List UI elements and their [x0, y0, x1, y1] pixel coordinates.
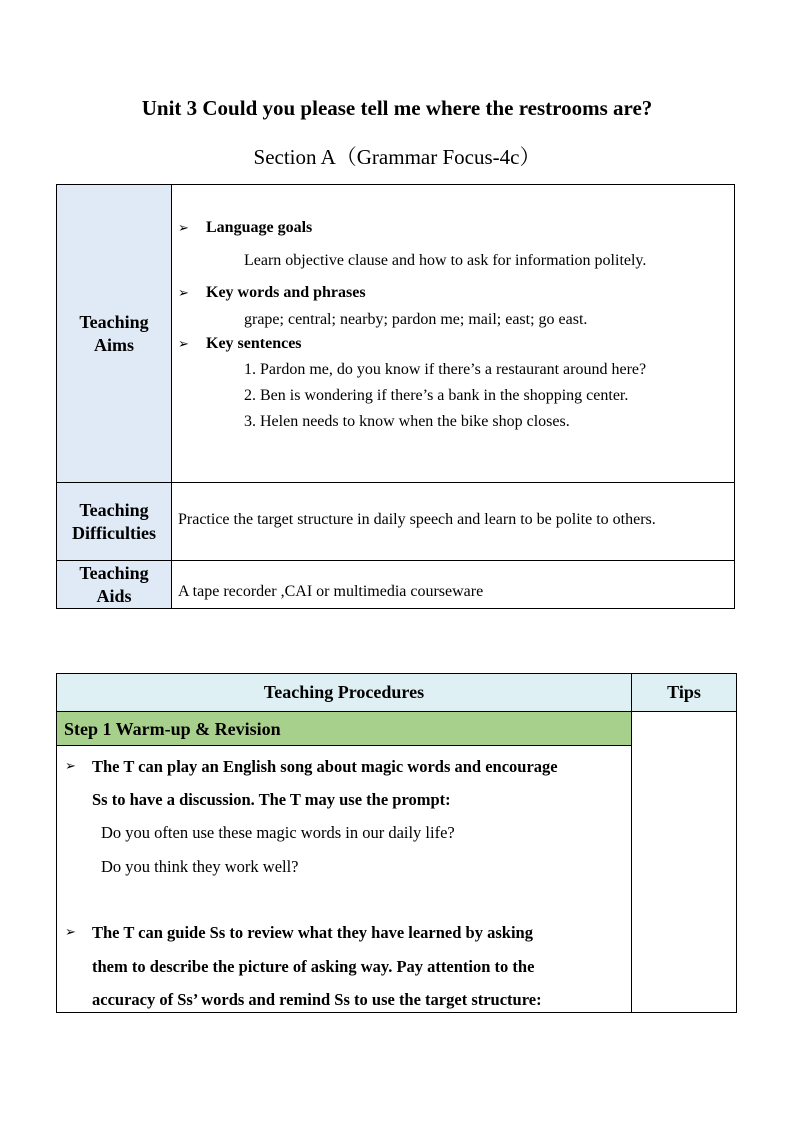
aids-text: A tape recorder ,CAI or multimedia courseware	[178, 583, 484, 600]
difficulties-text: Practice the target structure in daily speech and learn to be polite to others.	[178, 511, 656, 528]
key-sentence-1: 1. Pardon me, do you know if there’s a restaurant around here?	[244, 361, 647, 378]
document-subtitle: Section A（Grammar Focus-4c）	[253, 145, 541, 169]
step1-title: Step 1 Warm-up & Revision	[57, 712, 631, 746]
teaching-aids-content	[172, 561, 734, 608]
item2-line3: accuracy of Ss’ words and remind Ss to use the target structure:	[92, 990, 542, 1009]
aims-label-line2: Aims	[93, 334, 134, 355]
key-words-bullet	[178, 284, 366, 302]
teaching-difficulties-label	[57, 483, 172, 560]
key-sentence-2: 2. Ben is wondering if there’s a bank in the shopping center.	[244, 387, 629, 404]
teaching-aids-label	[57, 561, 172, 608]
arrow-bullet-icon: ➢	[178, 337, 189, 352]
teaching-difficulties-content	[172, 483, 734, 560]
key-sentence-3: 3. Helen needs to know when the bike shop closes.	[244, 413, 570, 430]
tips-cell	[632, 712, 736, 1012]
document-title: Unit 3 Could you please tell me where the restrooms are?	[141, 96, 653, 120]
difficulties-label-line1: Teaching	[79, 499, 149, 520]
item1-question2: Do you think they work well?	[101, 857, 299, 876]
language-goals-bullet	[178, 219, 312, 237]
tips-header: Tips	[667, 682, 701, 702]
arrow-bullet-icon: ➢	[65, 925, 76, 940]
procedures-header: Teaching Procedures	[57, 674, 632, 711]
key-sentences-bullet	[178, 335, 302, 353]
language-goals-text: Learn objective clause and how to ask for information politely.	[244, 252, 647, 269]
arrow-bullet-icon: ➢	[65, 759, 76, 774]
difficulties-label-line2: Difficulties	[72, 522, 156, 543]
teaching-aims-label	[57, 185, 172, 482]
procedures-header-row	[57, 674, 736, 712]
item1-question1: Do you often use these magic words in our daily life?	[101, 823, 455, 842]
key-sentences-heading: Key sentences	[206, 335, 302, 352]
teaching-procedures-table	[56, 673, 737, 1013]
teaching-aids-row	[57, 561, 734, 608]
item2-line1: The T can guide Ss to review what they have learned by asking	[92, 923, 533, 942]
key-words-text: grape; central; nearby; pardon me; mail; east; go east.	[244, 311, 588, 328]
language-goals-heading: Language goals	[206, 219, 313, 236]
item1-line2: Ss to have a discussion. The T may use the prompt:	[92, 790, 451, 809]
item2-line2: them to describe the picture of asking way. Pay attention to the	[92, 957, 535, 976]
key-words-heading: Key words and phrases	[206, 284, 366, 301]
arrow-bullet-icon: ➢	[178, 286, 189, 301]
arrow-bullet-icon: ➢	[178, 221, 189, 236]
teaching-aims-content	[172, 185, 734, 482]
aids-label-line1: Teaching	[79, 562, 149, 583]
item1-line1: The T can play an English song about magic words and encourage	[92, 757, 558, 776]
teaching-plan-table	[56, 184, 735, 609]
aids-label-line2: Aids	[96, 585, 132, 606]
teaching-aims-row	[57, 185, 734, 483]
teaching-difficulties-row	[57, 483, 734, 561]
aims-label-line1: Teaching	[79, 311, 149, 332]
